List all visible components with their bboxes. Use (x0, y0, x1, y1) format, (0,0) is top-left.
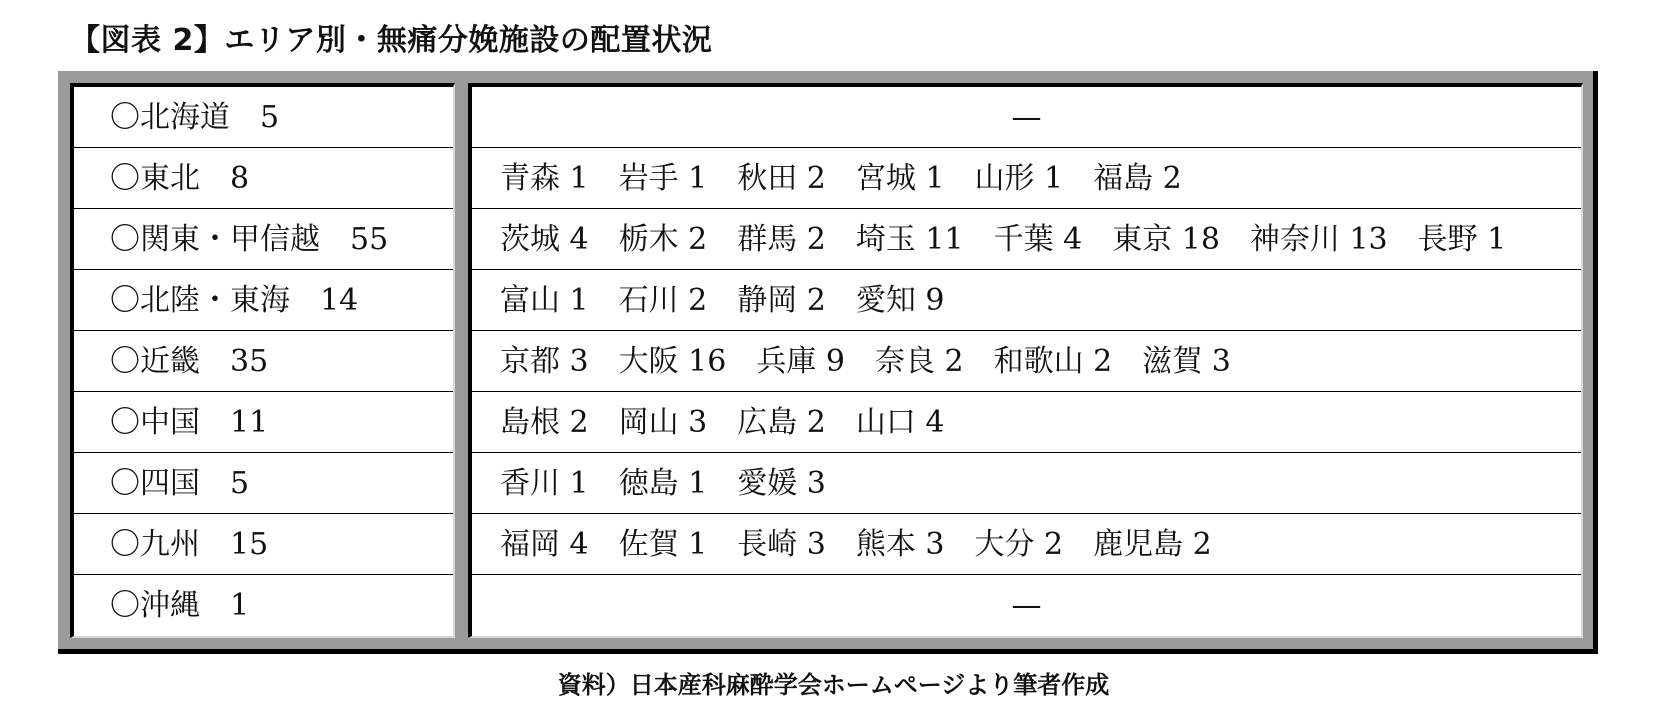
region-cell-hokuriku-tokai: 〇北陸・東海 14 (74, 270, 453, 331)
region-cell-okinawa: 〇沖縄 1 (110, 588, 250, 623)
prefecture-cell-hokuriku-tokai: 富山 1 石川 2 静岡 2 愛知 9 (472, 270, 1581, 331)
region-cell-chugoku: 〇中国 11 (74, 392, 453, 453)
region-cell-shikoku: 〇四国 5 (74, 453, 453, 514)
prefecture-cell-chugoku: 島根 2 岡山 3 広島 2 山口 4 (472, 392, 1581, 453)
source-note: 資料）日本産科麻酔学会ホームページより筆者作成 (557, 671, 1110, 699)
prefecture-cell-hokkaido: — (472, 87, 1581, 148)
region-cell-hokkaido: 〇北海道 5 (74, 87, 453, 148)
region-cell-kinki: 〇近畿 35 (74, 331, 453, 392)
region-cell-tohoku: 〇東北 8 (74, 148, 453, 209)
table-frame (58, 71, 1598, 654)
prefecture-cell-shikoku: 香川 1 徳島 1 愛媛 3 (472, 453, 1581, 514)
prefecture-cell-kyushu: 福岡 4 佐賀 1 長崎 3 熊本 3 大分 2 鹿児島 2 (472, 514, 1581, 575)
prefecture-cell-kinki: 京都 3 大阪 16 兵庫 9 奈良 2 和歌山 2 滋賀 3 (472, 331, 1581, 392)
prefecture-column (468, 83, 1583, 638)
region-column (70, 83, 455, 638)
region-cell-kyushu: 〇九州 15 (74, 514, 453, 575)
region-cell-kanto-koshinetsu: 〇関東・甲信越 55 (74, 209, 453, 270)
prefecture-cell-okinawa: — (1011, 588, 1042, 623)
figure-title: 【図表 2】エリア別・無痛分娩施設の配置状況 (70, 23, 713, 58)
prefecture-cell-kanto-koshinetsu: 茨城 4 栃木 2 群馬 2 埼玉 11 千葉 4 東京 18 神奈川 13 長野 1 (472, 209, 1581, 270)
prefecture-cell-tohoku: 青森 1 岩手 1 秋田 2 宮城 1 山形 1 福島 2 (472, 148, 1581, 209)
